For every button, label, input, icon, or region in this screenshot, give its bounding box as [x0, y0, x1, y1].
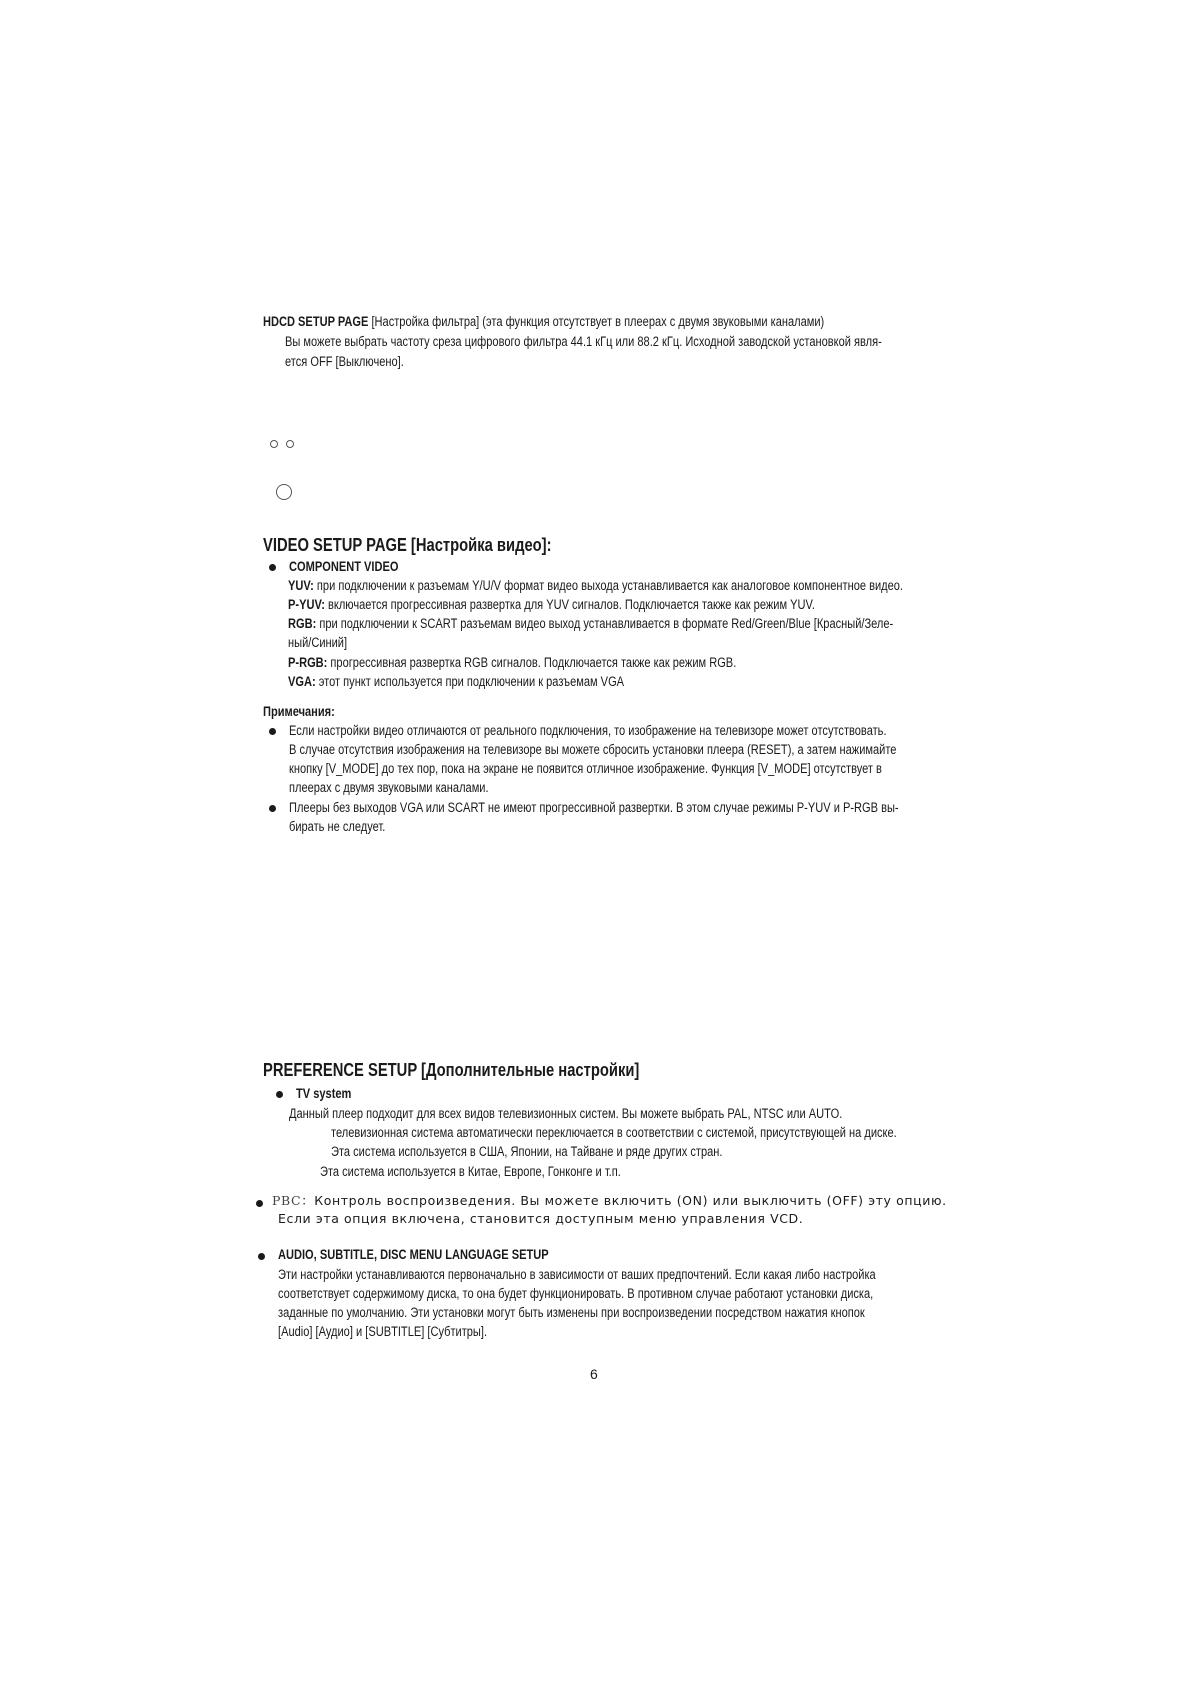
vga-text: этот пункт используется при подключении к разъемам VGA	[315, 674, 625, 689]
preference-title-rest: [Дополнительные настройки]	[416, 1060, 640, 1080]
tv-line-1: Данный плеер подходит для всех видов телевизионных систем. Вы можете выбрать PAL, NTSC или AUTO.	[289, 1106, 843, 1121]
hdcd-title-rest: [Настройка фильтра] (эта функция отсутствует в плеерах с двумя звуковыми каналами)	[368, 314, 825, 329]
bullet-icon	[256, 1200, 263, 1207]
vga-label: VGA:	[288, 674, 316, 689]
vga-line	[288, 672, 624, 691]
rgb-line	[288, 614, 893, 633]
rgb-label: RGB:	[288, 616, 317, 631]
hdcd-title: HDCD SETUP PAGE	[263, 314, 369, 329]
language-setup-label: AUDIO, SUBTITLE, DISC MENU LANGUAGE SETUP	[278, 1247, 549, 1262]
hdcd-heading	[263, 312, 824, 331]
tv-system-label: TV system	[296, 1086, 352, 1101]
video-setup-title: VIDEO SETUP PAGE [Настройка видео]:	[263, 535, 552, 555]
note-1-line-3: кнопку [V_MODE] до тех пор, пока на экране не появится отличное изображение. Функция [V_MODE] отсутствует в	[289, 761, 882, 776]
hdcd-line-2: ется OFF [Выключено].	[285, 354, 404, 369]
tv-line-3: Эта система используется в США, Японии, на Тайване и ряде других стран.	[331, 1144, 723, 1159]
bullet-icon	[269, 805, 276, 812]
yuv-line	[288, 576, 903, 595]
yuv-text: при подключении к разъемам Y/U/V формат видео выхода устанавливается как аналоговое компонентное видео.	[313, 578, 904, 593]
page-number: 6	[590, 1366, 598, 1382]
pbc-line-2: Если эта опция включена, становится доступным меню управления VCD.	[278, 1211, 804, 1226]
hdcd-line-1: Вы можете выбрать частоту среза цифрового фильтра 44.1 кГц или 88.2 кГц. Исходной заводской установкой явля-	[285, 334, 882, 349]
pyuv-label: P-YUV:	[288, 597, 325, 612]
prgb-label: P-RGB:	[288, 655, 328, 670]
note-2-line-2: бирать не следует.	[289, 819, 386, 834]
note-1-line-1: Если настройки видео отличаются от реального подключения, то изображение на телевизоре может отсутствовать.	[289, 723, 887, 738]
circle-icon	[286, 440, 294, 448]
lang-line-1: Эти настройки устанавливаются первоначально в зависимости от ваших предпочтений. Если какая либо настройка	[278, 1267, 876, 1282]
lang-line-2: соответствует содержимому диска, то она будет функционировать. В противном случае работают установки диска,	[278, 1286, 874, 1301]
rgb-line-2: ный/Синий]	[288, 635, 348, 650]
prgb-text: прогрессивная развертка RGB сигналов. Подключается также как режим RGB.	[327, 655, 737, 670]
tv-line-4: Эта система используется в Китае, Европе, Гонконге и т.п.	[320, 1164, 621, 1179]
bullet-icon	[269, 564, 276, 571]
pyuv-text: включается прогрессивная развертка для YUV сигналов. Подключается также как режим YUV.	[324, 597, 815, 612]
pbc-text: ：Контроль воспроизведения. Вы можете включить (ON) или выключить (OFF) эту опцию.	[301, 1193, 947, 1208]
note-1-line-2: В случае отсутствия изображения на телевизоре вы можете сбросить установки плеера (RESET), а затем нажимайте	[289, 742, 897, 757]
preference-setup-heading	[263, 1059, 639, 1081]
note-2-line-1: Плееры без выходов VGA или SCART не имеют прогрессивной развертки. В этом случае режимы P-YUV и P-RGB вы-	[289, 800, 899, 815]
circle-icon	[270, 440, 278, 448]
prgb-line	[288, 653, 736, 672]
pbc-label: PBC	[272, 1193, 302, 1208]
lang-line-4: [Audio] [Аудио] и [SUBTITLE] [Субтитры].	[278, 1324, 488, 1339]
note-1-line-4: плеерах с двумя звуковыми каналами.	[289, 780, 489, 795]
lang-line-3: заданные по умолчанию. Эти установки могут быть изменены при воспроизведении посредством нажатия кнопок	[278, 1305, 865, 1320]
tv-line-2: телевизионная система автоматически переключается в соответствии с системой, присутствующей на диске.	[331, 1125, 897, 1140]
bullet-icon	[269, 728, 276, 735]
notes-title: Примечания:	[263, 704, 335, 719]
bullet-icon	[258, 1253, 265, 1260]
pbc-line-1	[272, 1192, 947, 1210]
yuv-label: YUV:	[288, 578, 314, 593]
circle-icon	[276, 484, 292, 500]
component-video-label: COMPONENT VIDEO	[289, 559, 399, 574]
pyuv-line	[288, 595, 815, 614]
rgb-text: при подключении к SCART разъемам видео выход устанавливается в формате Red/Green/Blue [Красный/Зеле-	[316, 616, 894, 631]
bullet-icon	[276, 1091, 283, 1098]
preference-title: PREFERENCE SETUP	[263, 1060, 417, 1080]
